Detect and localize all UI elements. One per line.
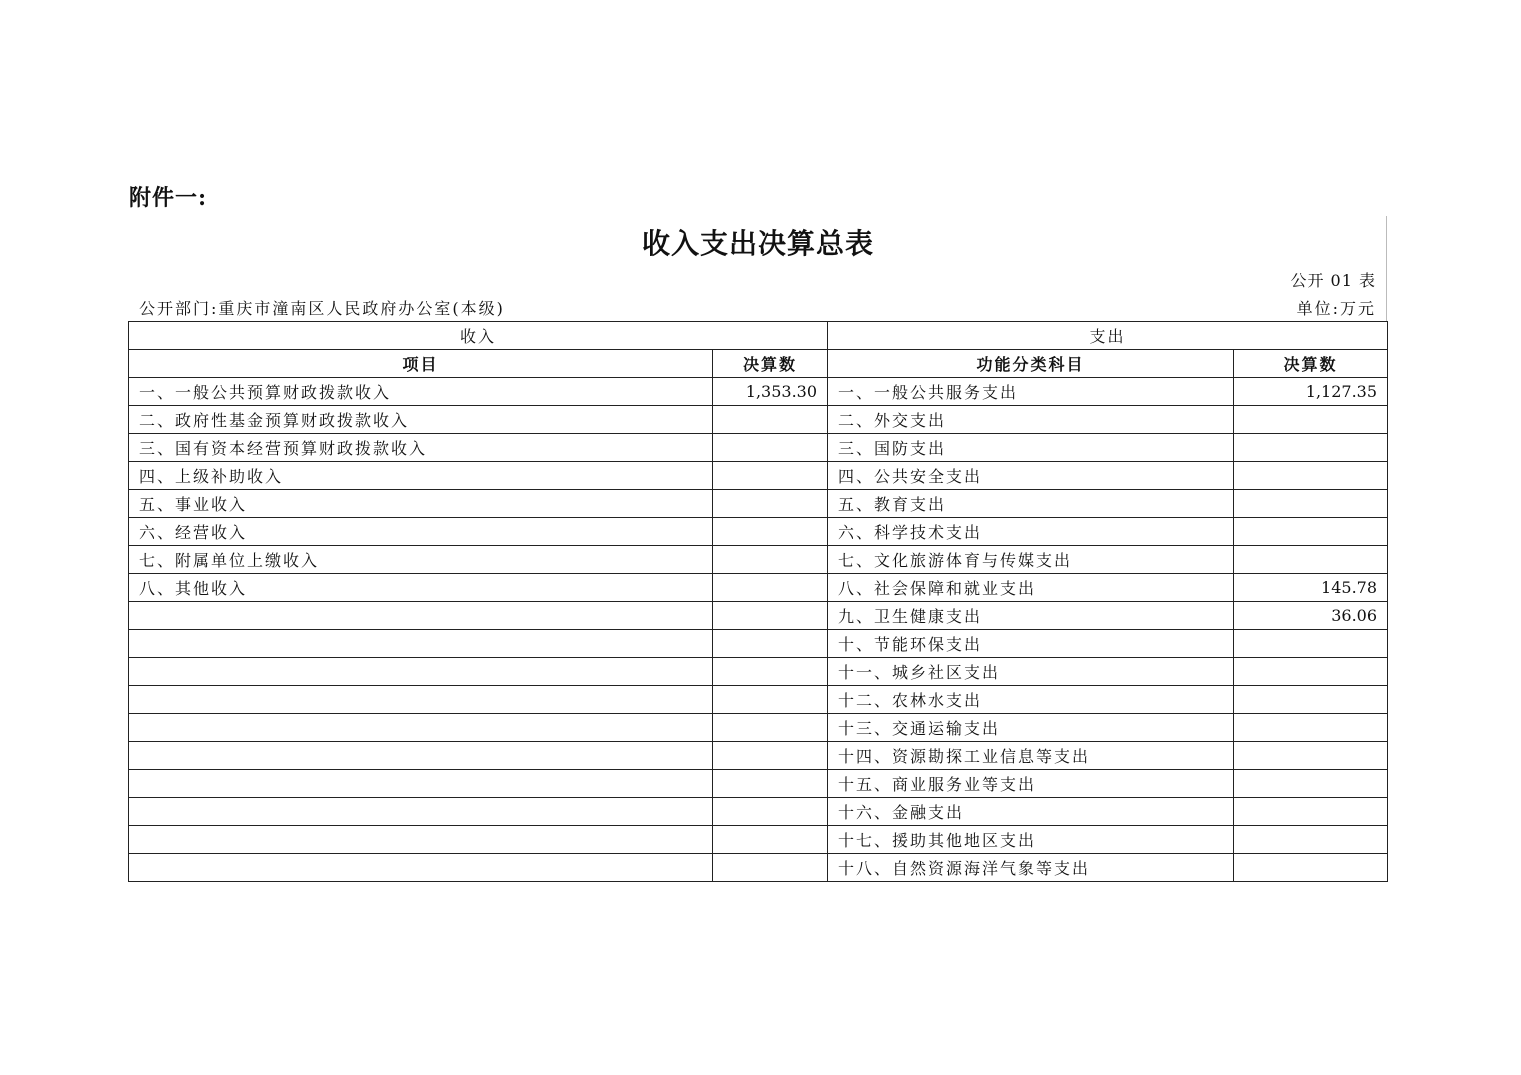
income-amount-cell	[713, 770, 828, 798]
income-item-cell	[129, 854, 713, 882]
expense-amount-cell	[1234, 658, 1388, 686]
income-amount-cell	[713, 714, 828, 742]
income-amount-column-header: 决算数	[713, 350, 828, 378]
expense-amount-cell	[1234, 490, 1388, 518]
income-group-header: 收入	[129, 322, 828, 350]
table-row	[129, 378, 1388, 406]
income-expense-summary-table	[128, 321, 1388, 882]
income-amount-cell	[713, 490, 828, 518]
income-item-cell: 二、政府性基金预算财政拨款收入	[129, 406, 713, 434]
expense-item-cell: 六、科学技术支出	[828, 518, 1234, 546]
income-amount-cell	[713, 518, 828, 546]
expense-item-cell: 二、外交支出	[828, 406, 1234, 434]
expense-amount-column-header: 决算数	[1234, 350, 1388, 378]
expense-amount-cell	[1234, 546, 1388, 574]
table-row	[129, 854, 1388, 882]
expense-item-cell: 九、卫生健康支出	[828, 602, 1234, 630]
income-item-cell: 一、一般公共预算财政拨款收入	[129, 378, 713, 406]
income-item-cell: 三、国有资本经营预算财政拨款收入	[129, 434, 713, 462]
table-column-header-row	[129, 350, 1388, 378]
unit-label: 单位:万元	[1296, 299, 1376, 318]
department-label: 公开部门:重庆市潼南区人民政府办公室(本级)	[139, 299, 505, 318]
expense-item-cell: 五、教育支出	[828, 490, 1234, 518]
attachment-label: 附件一:	[129, 185, 208, 211]
expense-amount-cell	[1234, 770, 1388, 798]
income-amount-cell	[713, 462, 828, 490]
income-item-cell	[129, 798, 713, 826]
expense-amount-cell	[1234, 826, 1388, 854]
expense-amount-cell: 36.06	[1234, 602, 1388, 630]
expense-amount-cell: 1,127.35	[1234, 378, 1388, 406]
income-amount-cell	[713, 742, 828, 770]
income-amount-cell	[713, 406, 828, 434]
income-item-cell: 八、其他收入	[129, 574, 713, 602]
expense-amount-cell	[1234, 462, 1388, 490]
income-item-cell: 四、上级补助收入	[129, 462, 713, 490]
expense-item-cell: 十二、农林水支出	[828, 686, 1234, 714]
expense-item-cell: 一、一般公共服务支出	[828, 378, 1234, 406]
income-item-cell	[129, 826, 713, 854]
income-amount-cell	[713, 602, 828, 630]
income-amount-cell	[713, 574, 828, 602]
table-row	[129, 546, 1388, 574]
expense-amount-cell	[1234, 714, 1388, 742]
expense-amount-cell	[1234, 798, 1388, 826]
income-item-cell	[129, 630, 713, 658]
expense-item-cell: 十五、商业服务业等支出	[828, 770, 1234, 798]
income-item-column-header: 项目	[129, 350, 713, 378]
income-item-cell	[129, 658, 713, 686]
income-amount-cell	[713, 826, 828, 854]
expense-group-header: 支出	[828, 322, 1388, 350]
expense-item-cell: 七、文化旅游体育与传媒支出	[828, 546, 1234, 574]
expense-item-cell: 八、社会保障和就业支出	[828, 574, 1234, 602]
income-item-cell	[129, 770, 713, 798]
income-item-cell	[129, 742, 713, 770]
income-amount-cell	[713, 658, 828, 686]
table-row	[129, 658, 1388, 686]
table-row	[129, 518, 1388, 546]
income-item-cell	[129, 602, 713, 630]
expense-item-cell: 十八、自然资源海洋气象等支出	[828, 854, 1234, 882]
expense-amount-cell	[1234, 434, 1388, 462]
expense-amount-cell	[1234, 630, 1388, 658]
income-amount-cell	[713, 854, 828, 882]
document-title: 收入支出决算总表	[641, 227, 874, 260]
table-row	[129, 406, 1388, 434]
table-row	[129, 742, 1388, 770]
expense-amount-cell	[1234, 854, 1388, 882]
income-amount-cell	[713, 546, 828, 574]
expense-item-column-header: 功能分类科目	[828, 350, 1234, 378]
table-row	[129, 798, 1388, 826]
expense-item-cell: 四、公共安全支出	[828, 462, 1234, 490]
income-item-cell	[129, 714, 713, 742]
income-item-cell: 七、附属单位上缴收入	[129, 546, 713, 574]
expense-item-cell: 十七、援助其他地区支出	[828, 826, 1234, 854]
table-row	[129, 686, 1388, 714]
table-row	[129, 462, 1388, 490]
expense-amount-cell	[1234, 686, 1388, 714]
expense-item-cell: 十三、交通运输支出	[828, 714, 1234, 742]
expense-item-cell: 十、节能环保支出	[828, 630, 1234, 658]
income-amount-cell	[713, 630, 828, 658]
table-row	[129, 714, 1388, 742]
expense-item-cell: 十四、资源勘探工业信息等支出	[828, 742, 1234, 770]
income-item-cell: 五、事业收入	[129, 490, 713, 518]
income-amount-cell	[713, 798, 828, 826]
expense-amount-cell	[1234, 406, 1388, 434]
expense-amount-cell	[1234, 742, 1388, 770]
expense-amount-cell	[1234, 518, 1388, 546]
table-row	[129, 490, 1388, 518]
expense-item-cell: 十一、城乡社区支出	[828, 658, 1234, 686]
table-row	[129, 770, 1388, 798]
table-group-header-row	[129, 322, 1388, 350]
table-row	[129, 826, 1388, 854]
table-row	[129, 574, 1388, 602]
table-row	[129, 434, 1388, 462]
expense-item-cell: 十六、金融支出	[828, 798, 1234, 826]
table-row	[129, 630, 1388, 658]
income-item-cell	[129, 686, 713, 714]
income-amount-cell: 1,353.30	[713, 378, 828, 406]
income-amount-cell	[713, 434, 828, 462]
form-code: 公开 01 表	[1290, 271, 1376, 290]
table-row	[129, 602, 1388, 630]
income-amount-cell	[713, 686, 828, 714]
income-item-cell: 六、经营收入	[129, 518, 713, 546]
expense-amount-cell: 145.78	[1234, 574, 1388, 602]
expense-item-cell: 三、国防支出	[828, 434, 1234, 462]
